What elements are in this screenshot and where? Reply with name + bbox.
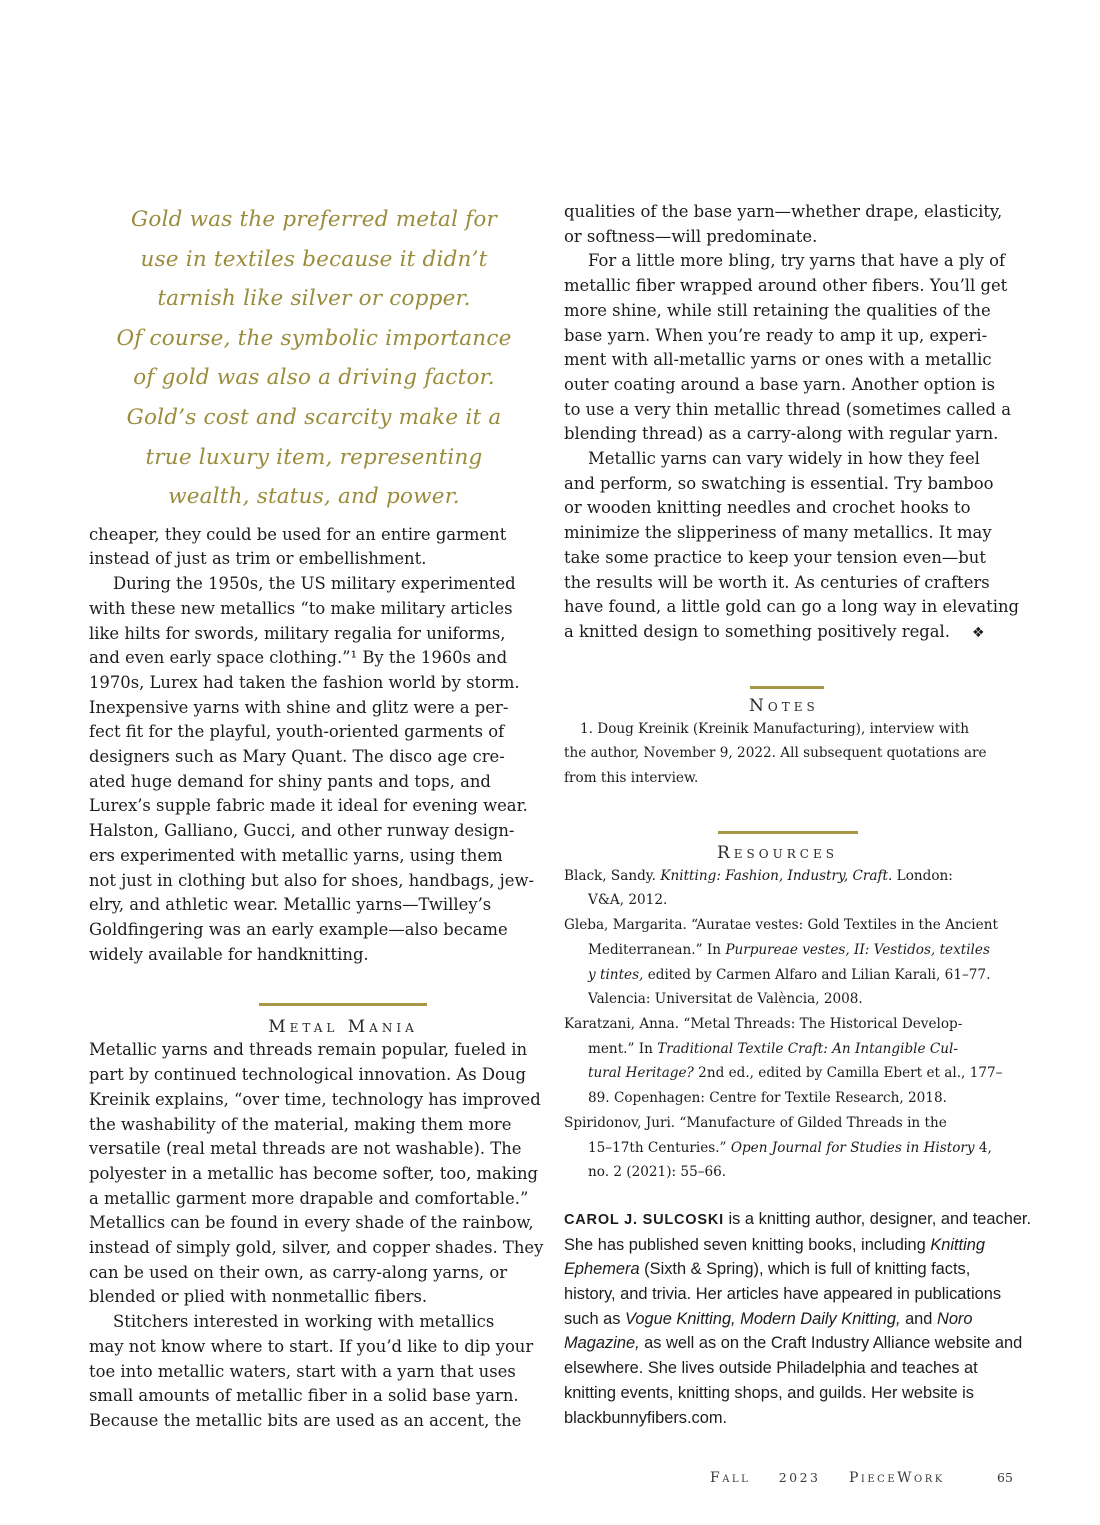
left-column: [89, 200, 544, 1434]
text-line: and perform, so swatching is essential. Try bamboo: [564, 473, 994, 493]
notes-heading-text: Notes: [749, 695, 819, 716]
paragraph: [89, 572, 539, 967]
text-line: toe into metallic waters, start with a yarn that uses: [89, 1361, 516, 1381]
bio-text: is a knitting author, designer, and teacher.: [723, 1209, 1032, 1228]
resource-title: y tintes,: [588, 966, 644, 983]
text-line: ment with all-metallic yarns or ones with a metallic: [564, 350, 992, 370]
text-line: blended or plied with nonmetallic fibers.: [89, 1287, 428, 1307]
text-line: Metallics can be found in every shade of the rainbow,: [89, 1213, 534, 1233]
resource-title: Traditional Textile Craft: An Intangible Cul-: [657, 1040, 958, 1057]
right-column: [564, 200, 1032, 1430]
pull-quote-line: Gold was the preferred metal for: [131, 207, 497, 232]
end-mark-icon: ❖: [972, 624, 985, 641]
bio-line: knitting events, knitting shops, and guilds. Her website is: [564, 1383, 974, 1402]
text-line: Lurex’s supple fabric made it ideal for evening wear.: [89, 796, 528, 816]
text-line: the washability of the material, making them more: [89, 1114, 512, 1134]
text-line: and even early space clothing.”¹ By the 1960s and: [89, 648, 508, 668]
pull-quote-line: of gold was also a driving factor.: [133, 365, 495, 391]
resources-heading: [564, 842, 1016, 864]
text-line: polyester in a metallic has become softer, too, making: [89, 1163, 539, 1183]
text-line: During the 1950s, the US military experimented: [113, 574, 516, 594]
resource-line: [564, 1136, 1016, 1161]
body-text: [564, 200, 1020, 646]
resource-text: Mediterranean.” In: [588, 941, 726, 958]
footer-magazine: PieceWork: [849, 1470, 945, 1486]
text-line: not just in clothing but also for shoes, handbags, jew-: [89, 870, 535, 890]
resource-line: [564, 963, 1016, 988]
body-text: [89, 1038, 544, 1433]
author-name: CAROL J. SULCOSKI: [564, 1211, 724, 1228]
bio-line: [564, 1233, 1016, 1258]
paragraph: [564, 447, 1020, 646]
text-line: Metallic yarns and threads remain popular, fueled in: [89, 1040, 528, 1060]
resource-entry: [564, 1111, 1016, 1185]
notes-list: [564, 717, 1016, 791]
text-line: part by continued technological innovation. As Doug: [89, 1065, 526, 1085]
resource-line: no. 2 (2021): 55–66.: [588, 1164, 727, 1181]
section-heading-text: Metal Mania: [268, 1017, 418, 1038]
text-line: For a little more bling, try yarns that have a ply of: [588, 251, 1006, 271]
text-line: ated huge demand for shiny pants and tops, and: [89, 771, 491, 791]
text-line: fect fit for the playful, youth-oriented garments of: [89, 722, 505, 742]
resources-heading-text: Resources: [717, 842, 838, 863]
text-line: 1970s, Lurex had taken the fashion world by storm.: [89, 672, 520, 692]
resource-line: [564, 1037, 1016, 1062]
resource-entry: [564, 913, 1016, 1012]
text-line: a metallic garment more drapable and comfortable.”: [89, 1188, 529, 1208]
text-line: or softness—will predominate.: [564, 226, 818, 246]
resource-line: Gleba, Margarita. “Auratae vestes: Gold Textiles in the Ancient: [564, 917, 998, 934]
text-line: have found, a little gold can go a long way in elevating: [564, 597, 1020, 617]
resource-text: Black, Sandy.: [564, 867, 661, 884]
text-line: widely available for handknitting.: [89, 944, 369, 964]
text-line: small amounts of metallic fiber in a solid base yarn.: [89, 1386, 519, 1406]
text-line: designers such as Mary Quant. The disco age cre-: [89, 747, 505, 767]
text-line: minimize the slipperiness of many metallics. It may: [564, 523, 992, 543]
bio-line: history, and trivia. Her articles have appeared in publications: [564, 1285, 1002, 1304]
section-rule: [259, 1003, 427, 1006]
resource-text: ment.” In: [588, 1040, 658, 1057]
paragraph: [564, 200, 1016, 249]
text-line: blending thread) as a carry-along with regular yarn.: [564, 424, 999, 444]
footer-year: 2023: [778, 1470, 821, 1485]
resource-line: [564, 864, 1016, 889]
resource-line: 89. Copenhagen: Centre for Textile Research, 2018.: [588, 1090, 947, 1107]
text-line: Metallic yarns can vary widely in how they feel: [588, 449, 980, 469]
bio-text: (Sixth & Spring), which is full of knitting facts,: [639, 1260, 971, 1279]
author-bio: [564, 1207, 1032, 1430]
bio-line: [564, 1331, 1023, 1356]
text-line: metallic fiber wrapped around other fibers. You’ll get: [564, 276, 1008, 296]
pull-quote-line: tarnish like silver or copper.: [157, 286, 471, 312]
text-line: instead of simply gold, silver, and copper shades. They: [89, 1238, 544, 1258]
pull-quote-line: wealth, status, and power.: [168, 484, 460, 510]
resource-line: Karatzani, Anna. “Metal Threads: The Historical Develop-: [564, 1015, 963, 1032]
text-line: versatile (real metal threads are not washable). The: [89, 1139, 522, 1159]
paragraph: [89, 523, 539, 572]
text-line: cheaper, they could be used for an entire garment: [89, 524, 507, 544]
text-line: more shine, while still retaining the qualities of the: [564, 300, 991, 320]
text-line: to use a very thin metallic thread (sometimes called a: [564, 399, 1012, 419]
bio-text: and: [900, 1309, 937, 1328]
text-line: Because the metallic bits are used as an accent, the: [89, 1410, 522, 1430]
bio-line: [564, 1307, 1016, 1332]
body-text: [89, 523, 539, 968]
book-title: Knitting: [930, 1235, 985, 1254]
text-line: with these new metallics “to make military articles: [89, 598, 513, 618]
paragraph: [89, 1038, 544, 1310]
text-line-content: a knitted design to something positively regal.: [564, 621, 950, 641]
pull-quote-line: Of course, the symbolic importance: [116, 325, 512, 351]
resource-entry: [564, 864, 1016, 913]
text-line: Inexpensive yarns with shine and glitz were a per-: [89, 697, 509, 717]
text-line: the results will be worth it. As centuries of crafters: [564, 572, 990, 592]
text-line: can be used on their own, as carry-along yarns, or: [89, 1262, 508, 1282]
bio-line: [564, 1207, 1032, 1233]
paragraph: [89, 1310, 539, 1434]
note-line: from this interview.: [564, 770, 699, 787]
resource-text: 2nd ed., edited by Camilla Ebert et al., 177–: [693, 1065, 1003, 1082]
resource-title: tural Heritage?: [588, 1065, 694, 1082]
publication-title: Magazine,: [564, 1334, 640, 1353]
bio-text: She has published seven knitting books, including: [564, 1235, 931, 1254]
text-line: or wooden knitting needles and crochet hooks to: [564, 498, 971, 518]
note-line: the author, November 9, 2022. All subsequent quotations are: [564, 745, 987, 762]
book-title: Ephemera: [564, 1260, 640, 1279]
bio-text: as well as on the Craft Industry Alliance website and: [639, 1334, 1023, 1353]
section-heading-metal-mania: [118, 1016, 568, 1038]
text-line: Halston, Galliano, Gucci, and other runway design-: [89, 821, 515, 841]
note-line: 1. Doug Kreinik (Kreinik Manufacturing), interview with: [580, 720, 969, 737]
notes-heading: [564, 695, 1016, 717]
text-line: take some practice to keep your tension even—but: [564, 547, 986, 567]
text-line: Kreinik explains, “over time, technology has improved: [89, 1089, 541, 1109]
resource-text: London:: [892, 867, 953, 884]
publication-title: Noro: [936, 1309, 973, 1328]
bio-line: blackbunnyfibers.com.: [564, 1408, 728, 1427]
text-line: Stitchers interested in working with metallics: [113, 1312, 495, 1332]
resource-line: [564, 938, 1016, 963]
pull-quote-line: true luxury item, representing: [145, 444, 483, 470]
text-line: Goldfingering was an early example—also became: [89, 920, 508, 939]
resource-title: Purpureae vestes, II: Vestidos, textiles: [725, 941, 990, 958]
paragraph: [564, 249, 1016, 447]
resource-line: Spiridonov, Juri. “Manufacture of Gilded Threads in the: [564, 1114, 947, 1131]
resource-title: Knitting: Fashion, Industry, Craft.: [660, 867, 893, 884]
notes-rule: [750, 686, 824, 689]
page-number: 65: [997, 1470, 1013, 1485]
resource-line: [564, 1061, 1016, 1086]
footer-season: Fall: [710, 1470, 751, 1486]
text-line: like hilts for swords, military regalia for uniforms,: [89, 623, 506, 643]
resource-line: Valencia: Universitat de València, 2008.: [588, 991, 863, 1008]
publication-title: Vogue Knitting, Modern Daily Knitting,: [625, 1309, 901, 1328]
resource-text: edited by Carmen Alfaro and Lilian Karali, 61–77.: [643, 966, 991, 983]
resource-title: Open Journal for Studies in History: [730, 1139, 975, 1156]
pull-quote-line: Gold’s cost and scarcity make it a: [126, 404, 502, 430]
text-line: outer coating around a base yarn. Another option is: [564, 374, 995, 394]
bio-text: such as: [564, 1309, 626, 1328]
page-footer: [710, 1470, 1030, 1486]
pull-quote-line: use in textiles because it didn’t: [140, 246, 488, 272]
bio-line: [564, 1257, 1016, 1282]
bio-line: elsewhere. She lives outside Philadelphia and teaches at: [564, 1359, 978, 1378]
text-line: [564, 620, 1016, 646]
pull-quote: [89, 200, 539, 517]
text-line: ers experimented with metallic yarns, using them: [89, 845, 503, 865]
text-line: elry, and athletic wear. Metallic yarns—Twilley’s: [89, 895, 492, 915]
text-line: qualities of the base yarn—whether drape, elasticity,: [564, 202, 1003, 221]
resources-list: [564, 864, 1016, 1185]
text-line: instead of just as trim or embellishment.: [89, 549, 427, 569]
resource-text: 15–17th Centuries.”: [588, 1139, 731, 1156]
resources-rule: [718, 831, 858, 834]
resource-entry: [564, 1012, 1016, 1111]
text-line: base yarn. When you’re ready to amp it up, experi-: [564, 325, 988, 345]
text-line: may not know where to start. If you’d like to dip your: [89, 1336, 534, 1356]
resource-line: V&A, 2012.: [588, 892, 668, 909]
resource-text: 4,: [974, 1139, 992, 1156]
